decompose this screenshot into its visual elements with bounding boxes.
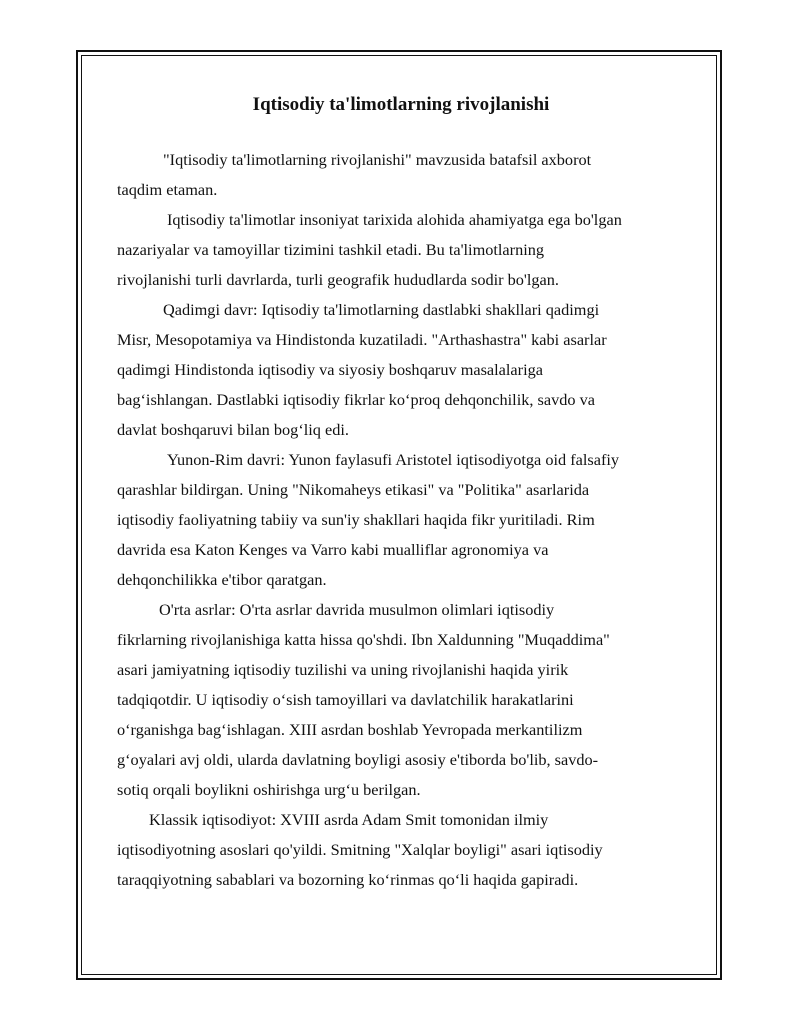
text-line: dehqonchilikka e'tibor qaratgan. (117, 570, 327, 589)
text-line: davrida esa Katon Kenges va Varro kabi mualliflar agronomiya va (117, 540, 549, 559)
text-line: "Iqtisodiy ta'limotlarning rivojlanishi" mavzusida batafsil axborot (163, 150, 592, 169)
text-line: g‘oyalari avj oldi, ularda davlatning boyligi asosiy e'tiborda bo'lib, savdo- (117, 750, 599, 769)
text-line: fikrlarning rivojlanishiga katta hissa qo'shdi. Ibn Xaldunning "Muqaddima" (117, 630, 610, 649)
text-line: bag‘ishlangan. Dastlabki iqtisodiy fikrlar ko‘proq dehqonchilik, savdo va (117, 390, 595, 409)
text-line: davlat boshqaruvi bilan bog‘liq edi. (117, 420, 349, 439)
text-line: taqdim etaman. (117, 180, 218, 199)
text-line: Klassik iqtisodiyot: XVIII asrda Adam Smit tomonidan ilmiy (149, 810, 549, 829)
document-title: Iqtisodiy ta'limotlarning rivojlanishi (252, 94, 550, 115)
text-line: tadqiqotdir. U iqtisodiy o‘sish tamoyillari va davlatchilik harakatlarini (117, 690, 574, 709)
document-body (117, 92, 707, 895)
text-line: nazariyalar va tamoyillar tizimini tashkil etadi. Bu ta'limotlarning (117, 240, 545, 259)
text-line: Yunon-Rim davri: Yunon faylasufi Aristotel iqtisodiyotga oid falsafiy (167, 450, 620, 469)
text-line: Misr, Mesopotamiya va Hindistonda kuzatiladi. "Arthashastra" kabi asarlar (117, 330, 607, 349)
text-line: taraqqiyotning sabablari va bozorning ko‘rinmas qo‘li haqida gapiradi. (117, 870, 579, 889)
text-line: asari jamiyatning iqtisodiy tuzilishi va uning rivojlanishi haqida yirik (117, 660, 569, 679)
text-line: Qadimgi davr: Iqtisodiy ta'limotlarning dastlabki shakllari qadimgi (163, 300, 600, 319)
paragraph (117, 445, 707, 595)
paragraph (117, 145, 707, 205)
text-line: Iqtisodiy ta'limotlar insoniyat tarixida alohida ahamiyatga ega bo'lgan (167, 210, 622, 229)
text-line: rivojlanishi turli davrlarda, turli geografik hududlarda sodir bo'lgan. (117, 270, 559, 289)
paragraph-list (117, 145, 707, 895)
paragraph (117, 295, 707, 445)
paragraph (117, 595, 707, 805)
paragraph (117, 205, 707, 295)
text-line: qadimgi Hindistonda iqtisodiy va siyosiy boshqaruv masalalariga (117, 360, 543, 379)
text-line: qarashlar bildirgan. Uning "Nikomaheys etikasi" va "Politika" asarlarida (117, 480, 590, 499)
paragraph (117, 805, 707, 895)
text-line: iqtisodiyotning asoslari qo'yildi. Smitning "Xalqlar boyligi" asari iqtisodiy (117, 840, 603, 859)
text-line: O'rta asrlar: O'rta asrlar davrida musulmon olimlari iqtisodiy (159, 600, 555, 619)
text-line: iqtisodiy faoliyatning tabiiy va sun'iy shakllari haqida fikr yuritiladi. Rim (117, 510, 595, 529)
text-line: sotiq orqali boylikni oshirishga urg‘u berilgan. (117, 780, 421, 799)
text-line: o‘rganishga bag‘ishlagan. XIII asrdan boshlab Yevropada merkantilizm (117, 720, 583, 739)
